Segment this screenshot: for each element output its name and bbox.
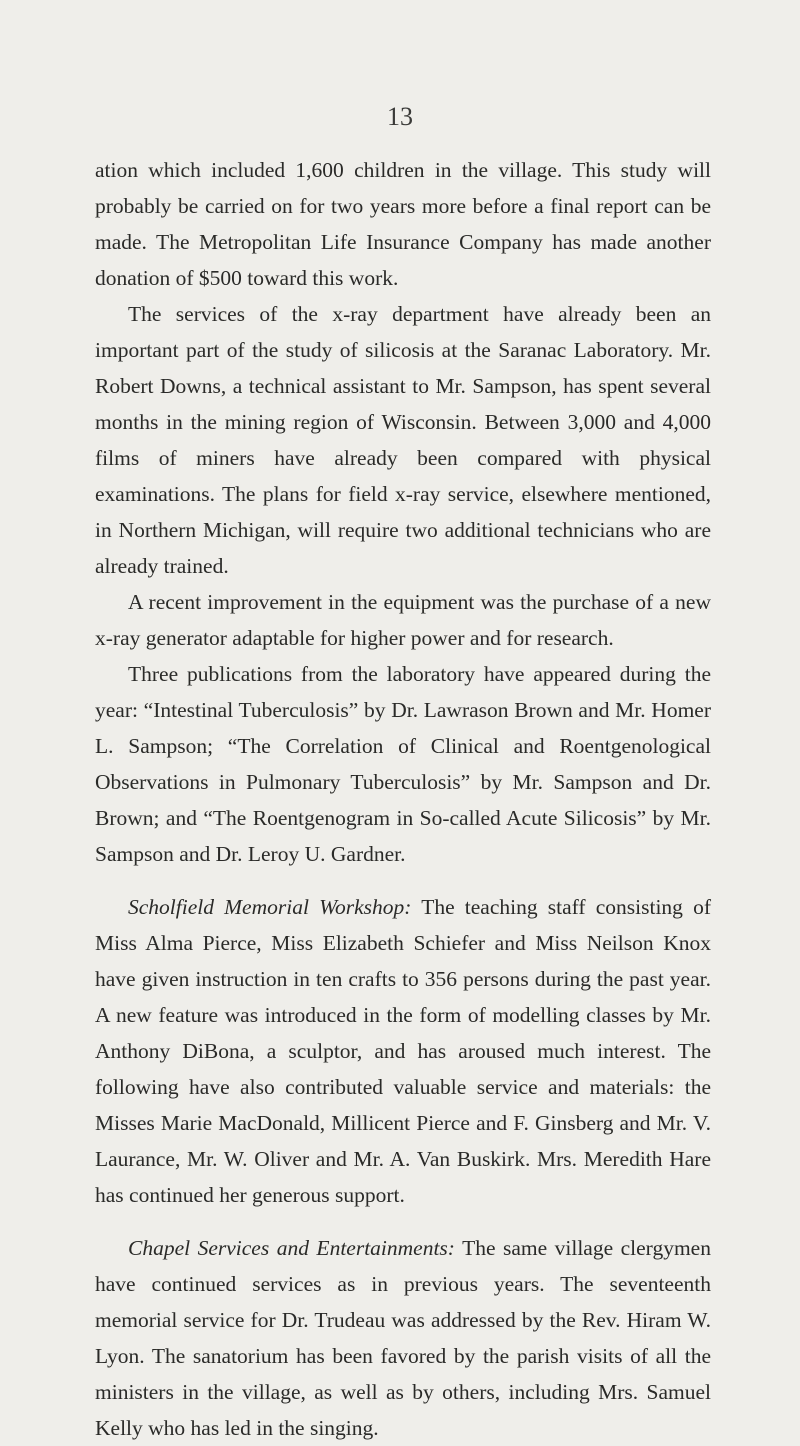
paragraph-xray-services [95,296,711,584]
paragraph-text: The teaching staff consisting of Miss Alma Pierce, Miss Elizabeth Schiefer and Miss Neilson Knox have given instruction in ten crafts to 356 persons during the past year. A new feature was introduced in the form of modelling classes by Mr. Anthony DiBona, a sculptor, and has aroused much interest. The following have also contributed valuable service and materials: the Misses Marie MacDonald, Millicent Pierce and F. Ginsberg and Mr. V. Laurance, Mr. W. Oliver and Mr. A. Van Buskirk. Mrs. Meredith Hare has continued her generous support. [95,895,711,1207]
paragraph-text: The services of the x-ray department have already been an important part of the study of silicosis at the Saranac Laboratory. Mr. Robert Downs, a technical assistant to Mr. Sampson, has spent several months in the mining region of Wisconsin. Between 3,000 and 4,000 films of miners have already been compared with physical examinations. The plans for field x-ray service, elsewhere mentioned, in Northern Michigan, will require two additional technicians who are already trained. [95,302,711,578]
paragraph-text: Three publications from the laboratory have appeared during the year: “Intestinal Tuberculosis” by Dr. Lawrason Brown and Mr. Homer L. Sampson; “The Correlation of Clinical and Roentgenological Observations in Pulmonary Tuberculosis” by Mr. Sampson and Dr. Brown; and “The Roentgenogram in So-called Acute Silicosis” by Mr. Sampson and Dr. Leroy U. Gardner. [95,662,711,866]
paragraph-text: A recent improvement in the equipment was the purchase of a new x-ray generator adaptable for higher power and for research. [95,590,711,650]
section-heading: Chapel Services and Entertainments: [128,1236,455,1260]
section-heading: Scholfield Memorial Workshop: [128,895,412,919]
paragraph-continuation [95,152,711,296]
paragraph-workshop [95,889,711,1213]
paragraph-chapel [95,1230,711,1446]
paragraph-publications [95,656,711,872]
paragraph-text: The same village clergymen have continued services as in previous years. The seventeenth memorial service for Dr. Trudeau was addressed by the Rev. Hiram W. Lyon. The sanatorium has been favored by the parish visits of all the ministers in the village, as well as by others, including Mrs. Samuel Kelly who has led in the singing. [95,1236,711,1440]
page-number: 13 [387,102,413,131]
paragraph-equipment [95,584,711,656]
body-text [95,152,711,1446]
paragraph-text: ation which included 1,600 children in the village. This study will probably be carried on for two years more before a final report can be made. The Metropolitan Life Insurance Company has made another donation of $500 toward this work. [95,158,711,290]
